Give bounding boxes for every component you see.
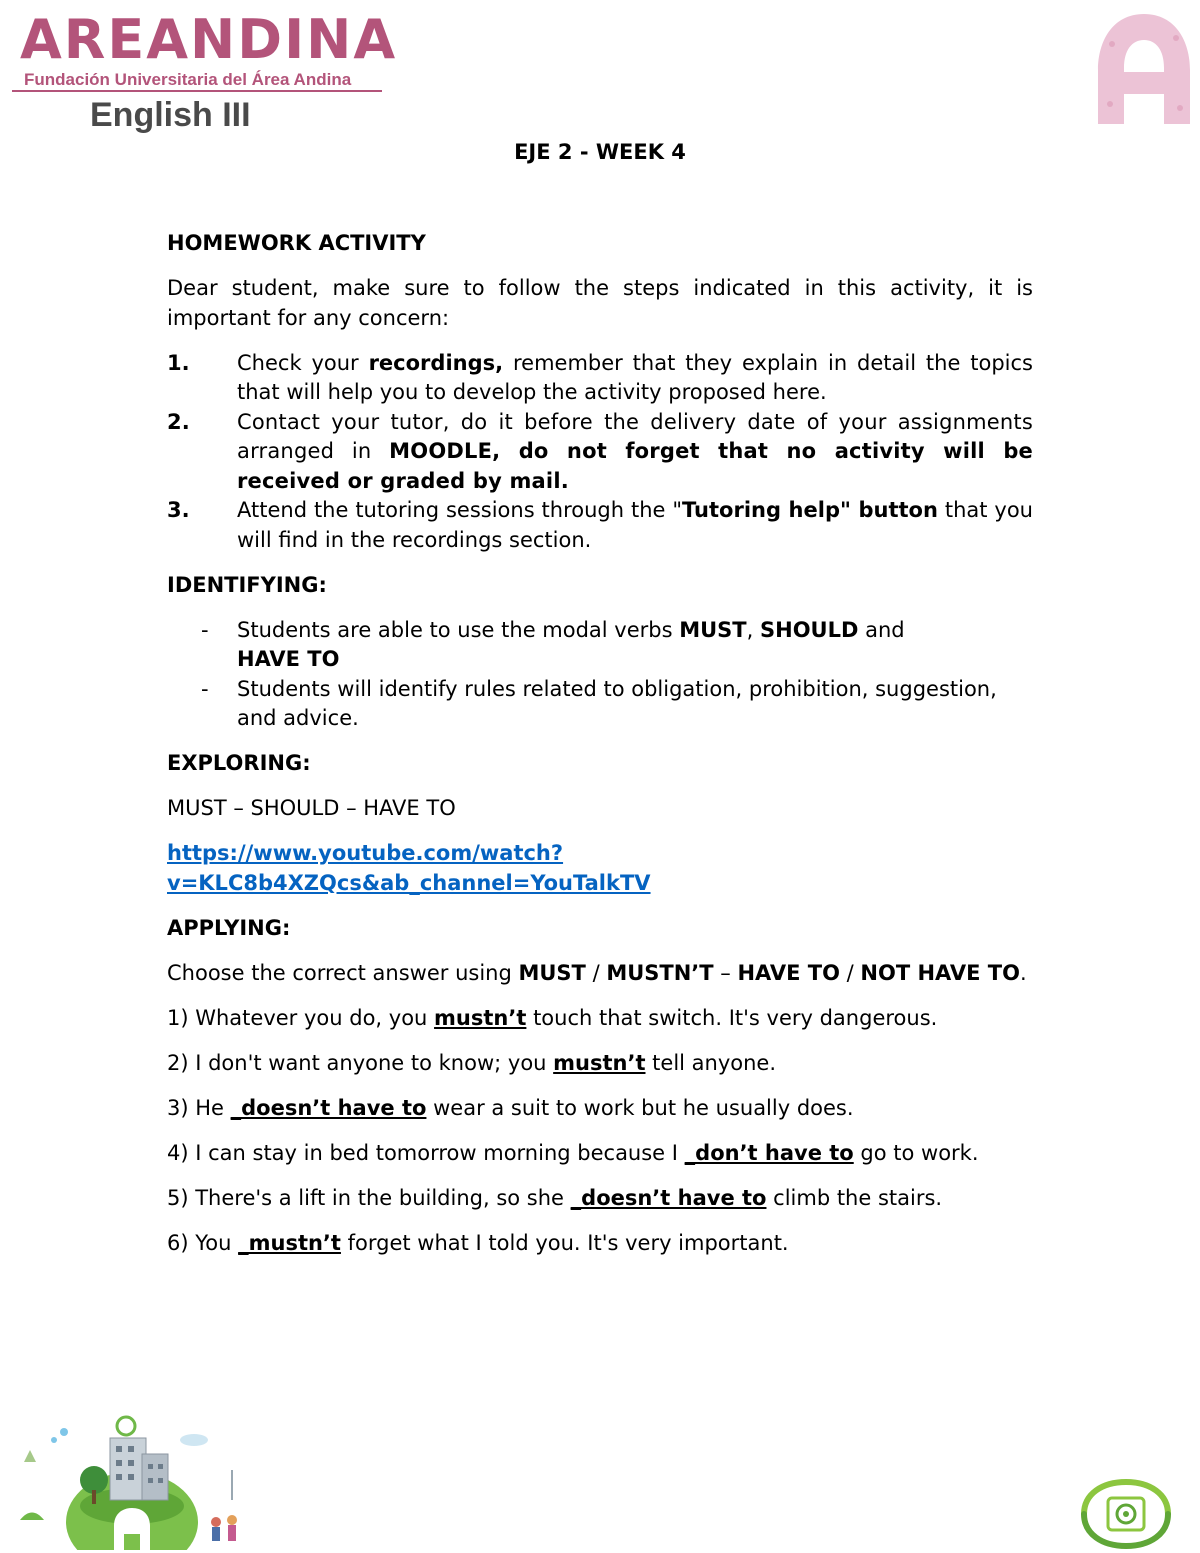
exercise-item: 2) I don't want anyone to know; you mustn’t tell anyone. — [167, 1050, 777, 1075]
bullet-dash: - — [201, 617, 209, 642]
list-item: 1. Check your recordings, remember that they explain in detail the topics that will help you to develop the activity proposed here. — [167, 350, 1033, 404]
answer: _don’t have to — [684, 1140, 854, 1165]
sustainability-illustration-icon — [14, 1410, 250, 1550]
institution-name: Fundación Universitaria del Área Andina — [24, 70, 352, 89]
answer: _doesn’t have to — [230, 1095, 427, 1120]
video-link-block — [167, 839, 1033, 898]
homework-heading: HOMEWORK ACTIVITY — [167, 231, 426, 255]
step-number: 1. — [167, 350, 190, 375]
video-link[interactable]: https://www.youtube.com/watch? v=KLC8b4XZQcs&ab_channel=YouTalkTV — [167, 841, 651, 895]
homework-intro: Dear student, make sure to follow the steps indicated in this activity, it is important for any concern: — [167, 276, 1033, 330]
bullet-dash: - — [201, 676, 209, 701]
answer: mustn’t — [434, 1005, 527, 1030]
list-item: 2. Contact your tutor, do it before the delivery date of your assignments arranged in MOODLE, do not forget that no activity will be received or graded by mail. — [167, 409, 1033, 493]
exercise-item: 5) There's a lift in the building, so she _doesn’t have to climb the stairs. — [167, 1185, 943, 1210]
exercise-item: 3) He _doesn’t have to wear a suit to work but he usually does. — [167, 1095, 854, 1120]
list-item: - Students will identify rules related to obligation, prohibition, suggestion, and advice. — [201, 676, 997, 730]
exploring-heading: EXPLORING: — [167, 751, 311, 775]
answer: _mustn’t — [238, 1230, 341, 1255]
exercise-item: 6) You _mustn’t forget what I told you. It's very important. — [167, 1230, 789, 1255]
page-title: EJE 2 - WEEK 4 — [514, 140, 686, 164]
applying-heading: APPLYING: — [167, 915, 291, 940]
exercise-item: 4) I can stay in bed tomorrow morning because I _don’t have to go to work. — [167, 1140, 979, 1165]
identifying-heading: IDENTIFYING: — [167, 572, 327, 597]
exercise-item: 1) Whatever you do, you mustn’t touch that switch. It's very dangerous. — [167, 1005, 938, 1030]
list-item: - Students are able to use the modal verbs MUST, SHOULD and HAVE TO — [201, 617, 905, 671]
logo-divider — [12, 90, 382, 92]
areandina-emblem-icon — [1090, 8, 1198, 132]
eco-seal-icon — [1074, 1478, 1178, 1550]
step-number: 2. — [167, 409, 190, 434]
step-number: 3. — [167, 498, 190, 522]
identifying-list — [167, 616, 1033, 734]
list-item: 3. Attend the tutoring sessions through the "Tutoring help" button that you will find in the recordings section. — [167, 498, 1033, 552]
brand-logo-text: AREANDINA — [20, 8, 398, 71]
answer: mustn’t — [553, 1050, 646, 1075]
applying-instructions: Choose the correct answer using MUST / MUSTN’T – HAVE TO / NOT HAVE TO. — [167, 960, 1027, 985]
answer: _doesn’t have to — [570, 1185, 767, 1210]
steps-list — [167, 349, 1033, 556]
document-body — [167, 229, 1033, 1274]
course-title: English III — [90, 96, 251, 134]
exploring-topic: MUST – SHOULD – HAVE TO — [167, 796, 456, 820]
